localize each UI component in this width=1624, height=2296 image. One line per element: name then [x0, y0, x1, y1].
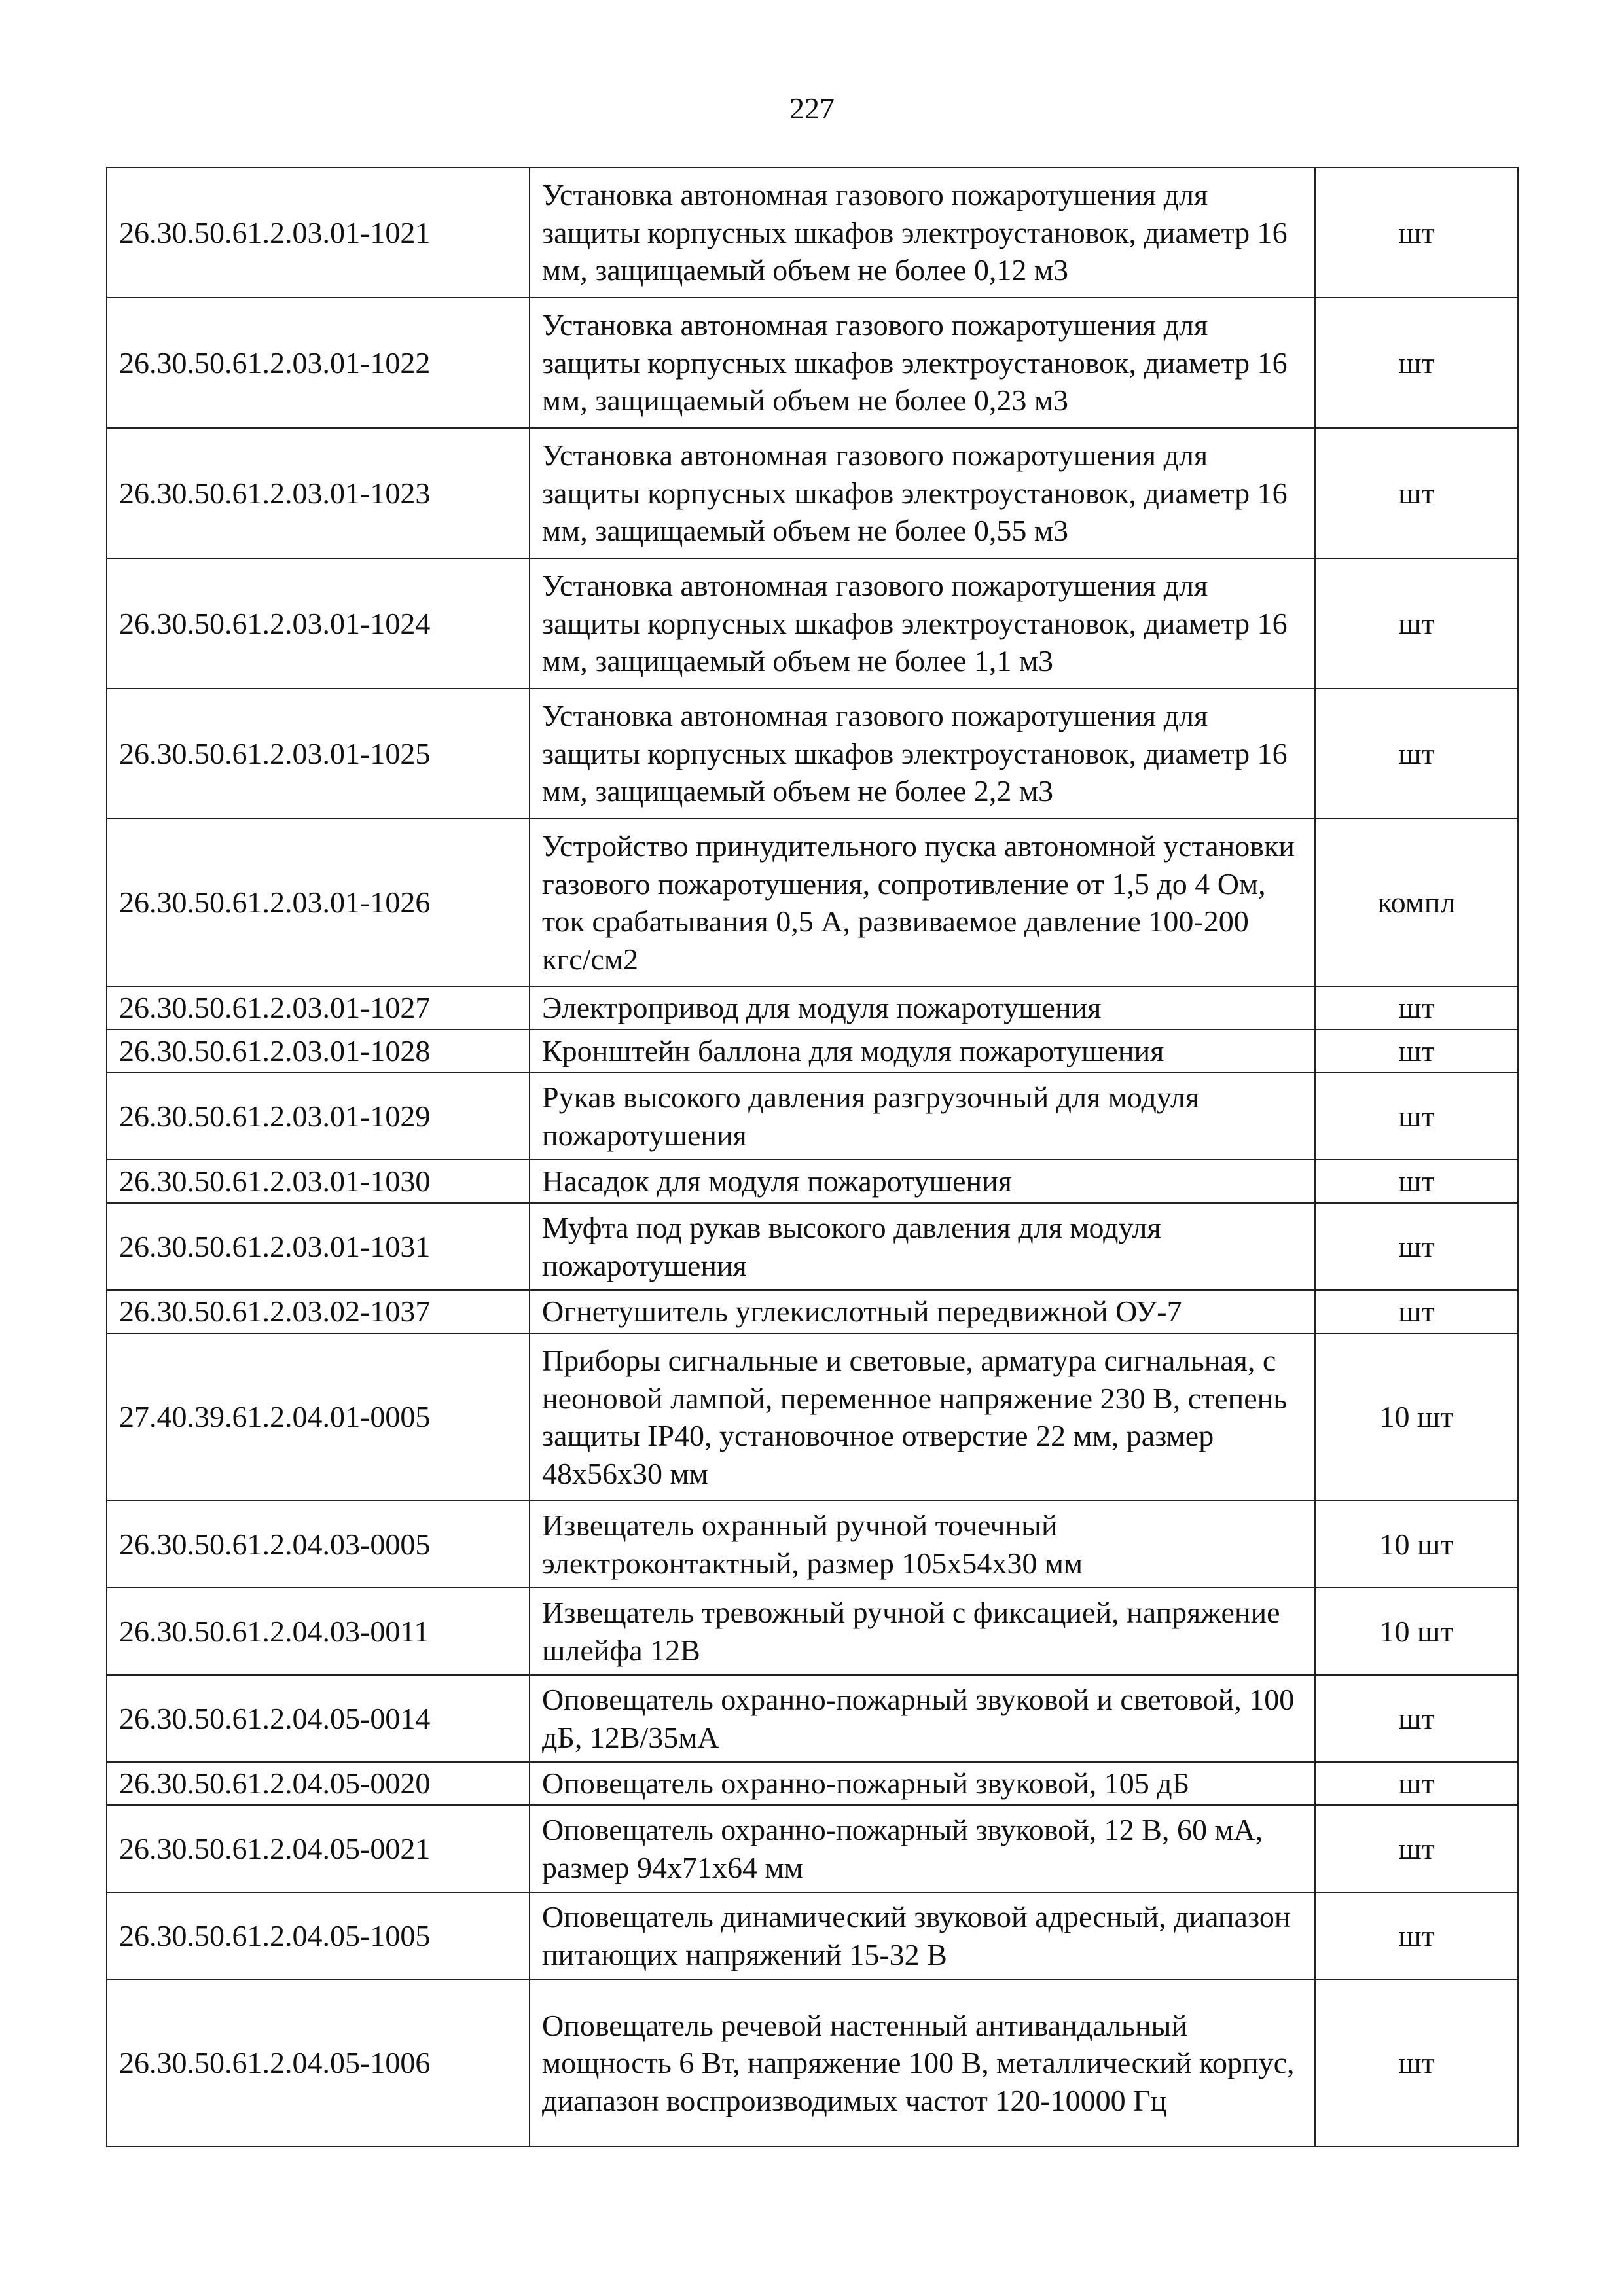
- resource-description: Огнетушитель углекислотный передвижной ОУ-7: [530, 1290, 1315, 1333]
- resource-unit: шт: [1315, 1762, 1518, 1805]
- resource-code: 26.30.50.61.2.03.01-1026: [107, 819, 530, 986]
- table-row: [107, 1805, 1518, 1892]
- resource-unit: 10 шт: [1315, 1501, 1518, 1588]
- resource-description: Установка автономная газового пожаротушения для защиты корпусных шкафов электроустановок, диаметр 16 мм, защищаемый объем не более 0,55 м3: [530, 428, 1315, 558]
- table-row: [107, 689, 1518, 819]
- resource-unit: шт: [1315, 689, 1518, 819]
- resource-unit: компл: [1315, 819, 1518, 986]
- resource-code: 27.40.39.61.2.04.01-0005: [107, 1333, 530, 1501]
- table-row: [107, 1892, 1518, 1979]
- resource-description: Устройство принудительного пуска автономной установки газового пожаротушения, сопротивление от 1,5 до 4 Ом, ток срабатывания 0,5 А, развиваемое давление 100-200 кгс/см2: [530, 819, 1315, 986]
- resource-code: 26.30.50.61.2.04.05-0014: [107, 1675, 530, 1762]
- resource-code: 26.30.50.61.2.03.01-1021: [107, 168, 530, 298]
- table-row: [107, 1160, 1518, 1203]
- resource-unit: шт: [1315, 1290, 1518, 1333]
- resource-unit: шт: [1315, 1675, 1518, 1762]
- resource-description: Извещатель охранный ручной точечный электроконтактный, размер 105х54х30 мм: [530, 1501, 1315, 1588]
- resource-code: 26.30.50.61.2.03.01-1031: [107, 1203, 530, 1290]
- table-row: [107, 1290, 1518, 1333]
- resource-description: Установка автономная газового пожаротушения для защиты корпусных шкафов электроустановок, диаметр 16 мм, защищаемый объем не более 2,2 м3: [530, 689, 1315, 819]
- resource-code: 26.30.50.61.2.03.01-1028: [107, 1030, 530, 1073]
- resource-code: 26.30.50.61.2.03.01-1029: [107, 1073, 530, 1160]
- table-row: [107, 1501, 1518, 1588]
- resource-unit: шт: [1315, 428, 1518, 558]
- table-row: [107, 1073, 1518, 1160]
- resource-code: 26.30.50.61.2.03.01-1022: [107, 298, 530, 428]
- resource-unit: шт: [1315, 1073, 1518, 1160]
- resource-code: 26.30.50.61.2.04.03-0011: [107, 1588, 530, 1675]
- table-row: [107, 1203, 1518, 1290]
- resource-code: 26.30.50.61.2.03.01-1025: [107, 689, 530, 819]
- resource-unit: шт: [1315, 558, 1518, 689]
- resource-description: Установка автономная газового пожаротушения для защиты корпусных шкафов электроустановок, диаметр 16 мм, защищаемый объем не более 0,12 м3: [530, 168, 1315, 298]
- table-row: [107, 1333, 1518, 1501]
- page-number: 227: [789, 92, 835, 125]
- resource-description: Оповещатель динамический звуковой адресный, диапазон питающих напряжений 15-32 В: [530, 1892, 1315, 1979]
- resource-description: Оповещатель речевой настенный антивандальный мощность 6 Вт, напряжение 100 В, металлический корпус, диапазон воспроизводимых частот 120-10000 Гц: [530, 1979, 1315, 2147]
- resource-unit: шт: [1315, 1203, 1518, 1290]
- resource-description: Кронштейн баллона для модуля пожаротушения: [530, 1030, 1315, 1073]
- resource-unit: шт: [1315, 1030, 1518, 1073]
- table-row: [107, 1030, 1518, 1073]
- table-row: [107, 558, 1518, 689]
- table-row: [107, 428, 1518, 558]
- resource-description: Установка автономная газового пожаротушения для защиты корпусных шкафов электроустановок, диаметр 16 мм, защищаемый объем не более 0,23 м3: [530, 298, 1315, 428]
- resource-description: Муфта под рукав высокого давления для модуля пожаротушения: [530, 1203, 1315, 1290]
- resource-unit: 10 шт: [1315, 1588, 1518, 1675]
- resource-code: 26.30.50.61.2.03.01-1027: [107, 986, 530, 1030]
- resource-code: 26.30.50.61.2.04.05-0021: [107, 1805, 530, 1892]
- resource-description: Оповещатель охранно-пожарный звуковой, 12 В, 60 мА, размер 94х71х64 мм: [530, 1805, 1315, 1892]
- table-row: [107, 168, 1518, 298]
- resource-unit: 10 шт: [1315, 1333, 1518, 1501]
- table-row: [107, 298, 1518, 428]
- resource-code: 26.30.50.61.2.04.03-0005: [107, 1501, 530, 1588]
- resource-description: Оповещатель охранно-пожарный звуковой, 105 дБ: [530, 1762, 1315, 1805]
- resource-unit: шт: [1315, 1892, 1518, 1979]
- resource-code: 26.30.50.61.2.03.01-1030: [107, 1160, 530, 1203]
- resource-code: 26.30.50.61.2.04.05-1005: [107, 1892, 530, 1979]
- resource-description: Извещатель тревожный ручной с фиксацией, напряжение шлейфа 12В: [530, 1588, 1315, 1675]
- resource-unit: шт: [1315, 1979, 1518, 2147]
- resource-unit: шт: [1315, 1160, 1518, 1203]
- resource-description: Насадок для модуля пожаротушения: [530, 1160, 1315, 1203]
- resource-code: 26.30.50.61.2.03.01-1024: [107, 558, 530, 689]
- table-row: [107, 986, 1518, 1030]
- resource-code: 26.30.50.61.2.03.02-1037: [107, 1290, 530, 1333]
- resource-description: Оповещатель охранно-пожарный звуковой и световой, 100 дБ, 12В/35мА: [530, 1675, 1315, 1762]
- resource-unit: шт: [1315, 298, 1518, 428]
- resource-unit: шт: [1315, 168, 1518, 298]
- table-row: [107, 1979, 1518, 2147]
- table-row: [107, 819, 1518, 986]
- resource-code: 26.30.50.61.2.04.05-0020: [107, 1762, 530, 1805]
- resource-unit: шт: [1315, 986, 1518, 1030]
- table-row: [107, 1762, 1518, 1805]
- resource-code: 26.30.50.61.2.03.01-1023: [107, 428, 530, 558]
- table-row: [107, 1675, 1518, 1762]
- resource-code: 26.30.50.61.2.04.05-1006: [107, 1979, 530, 2147]
- table-row: [107, 1588, 1518, 1675]
- resource-table: [106, 167, 1519, 2147]
- resource-description: Приборы сигнальные и световые, арматура сигнальная, с неоновой лампой, переменное напряжение 230 В, степень защиты IP40, установочное отверстие 22 мм, размер 48х56х30 мм: [530, 1333, 1315, 1501]
- resource-description: Электропривод для модуля пожаротушения: [530, 986, 1315, 1030]
- resource-description: Установка автономная газового пожаротушения для защиты корпусных шкафов электроустановок, диаметр 16 мм, защищаемый объем не более 1,1 м3: [530, 558, 1315, 689]
- resource-unit: шт: [1315, 1805, 1518, 1892]
- resource-description: Рукав высокого давления разгрузочный для модуля пожаротушения: [530, 1073, 1315, 1160]
